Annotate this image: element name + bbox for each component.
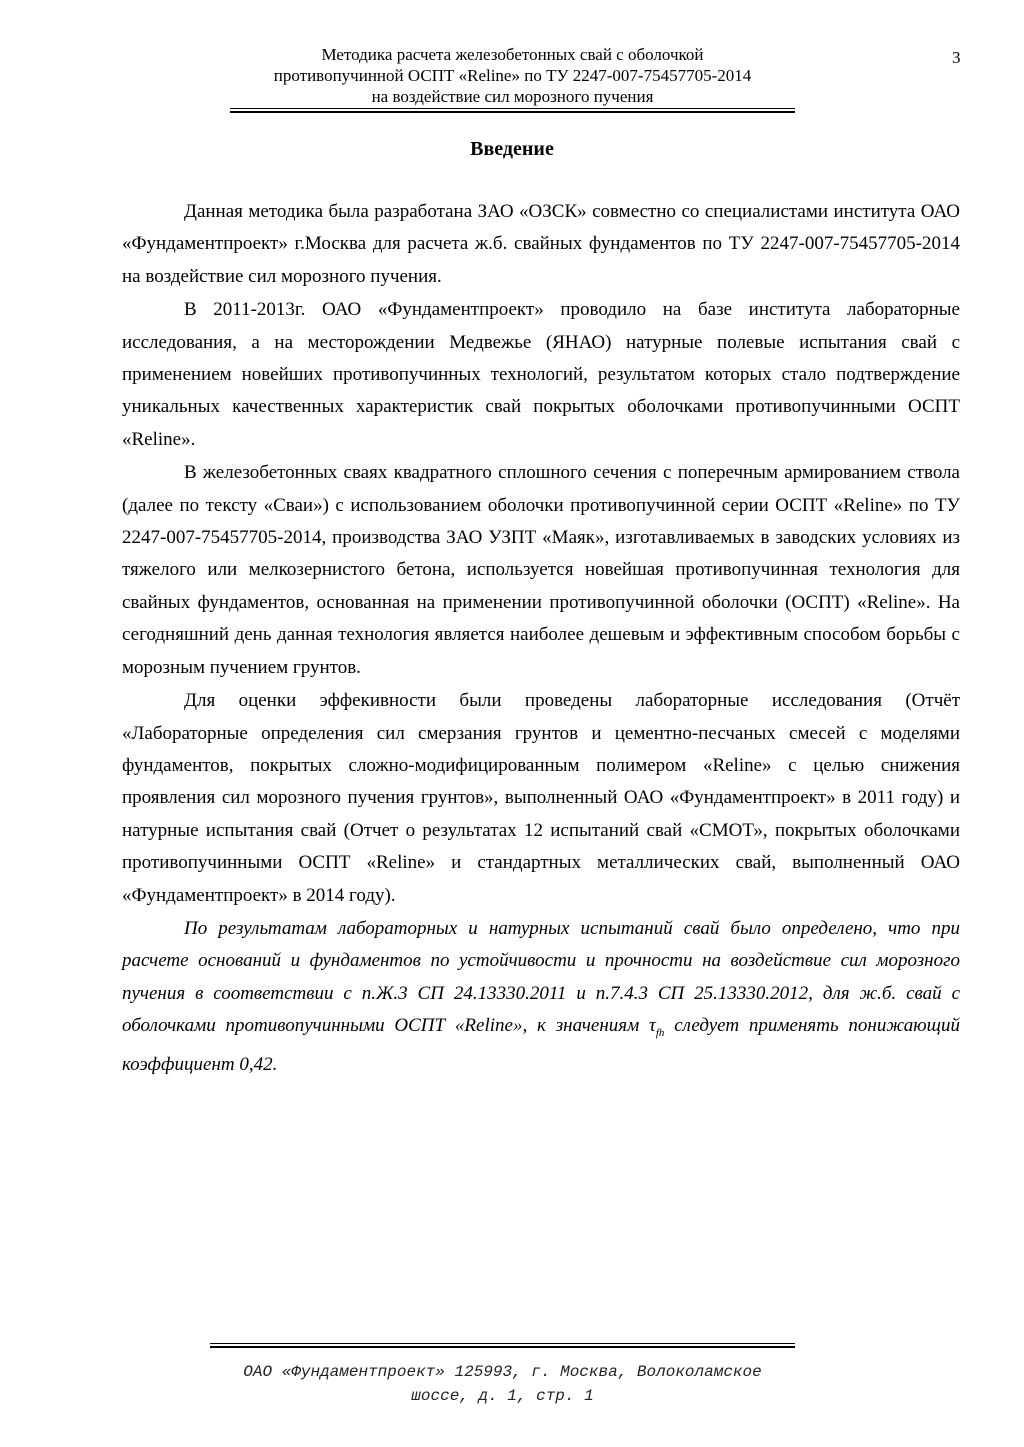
header-line-2: противопучинной ОСПТ «Reline» по ТУ 2247-007-75457705-2014 [273,66,752,85]
footer-divider [210,1343,795,1348]
tau-symbol [649,1015,665,1039]
section-title: Введение [470,138,554,160]
footer-line-2: шоссе, д. 1, стр. 1 [411,1387,594,1405]
header-divider [230,108,795,113]
paragraph: Для оценки эффекивности были проведены лабораторные исследования (Отчёт «Лабораторные определения сил смерзания грунтов и цементно-песчаных смесей с моделями фундаментов, покрытых сложно-модифицированным полимером «Reline» с целью снижения проявления сил морозного пучения грунтов», выполненный ОАО «Фундаментпроект» в 2011 году) и натурные испытания свай (Отчет о результатах 12 испытаний свай «СМОТ», покрытых оболочками противопучинными ОСПТ «Reline» и стандартных металлических свай, выполненный ОАО «Фундаментпроект» в 2014 году). [122,690,960,906]
page-number: 3 [952,48,961,67]
paragraph: В 2011-2013г. ОАО «Фундаментпроект» проводило на базе института лабораторные исследования, а на месторождении Медвежье (ЯНАО) натурные полевые испытания свай с применением новейших противопучинных технологий, результатом которых стало подтверждение уникальных качественных характеристик свай покрытых оболочками противопучинными ОСПТ «Reline». [122,299,960,450]
tau-subscript: fh [655,1026,665,1039]
conclusion-text-end: следует применять понижающий коэффициент 0,42. [122,1015,960,1076]
body-text [122,196,960,1083]
conclusion-paragraph [122,913,960,1082]
footer-address [190,1360,815,1408]
footer-line-1: ОАО «Фундаментпроект» 125993, г. Москва, Волоколамское [243,1363,762,1381]
header-line-1: Методика расчета железобетонных свай с оболочкой [321,45,704,64]
header-line-3: на воздействие сил морозного пучения [371,87,654,106]
running-header [230,44,795,107]
paragraph: В железобетонных сваях квадратного сплошного сечения с поперечным армированием ствола (далее по тексту «Сваи») с использованием оболочки противопучинной серии ОСПТ «Reline» по ТУ 2247-007-75457705-2014, производства ЗАО УЗПТ «Маяк», изготавливаемых в заводских условиях из тяжелого или мелкозернистого бетона, используется новейшая противопучинная технология для свайных фундаментов, основанная на применении противопучинной оболочки (ОСПТ) «Reline». На сегодняшний день данная технология является наиболее дешевым и эффективным способом борьбы с морозным пучением грунтов. [122,462,960,678]
paragraph: Данная методика была разработана ЗАО «ОЗСК» совместно со специалистами института ОАО «Фундаментпроект» г.Москва для расчета ж.б. свайных фундаментов по ТУ 2247-007-75457705-2014 на воздействие сил морозного пучения. [122,201,960,287]
conclusion-text-start: По результатам лабораторных и натурных испытаний свай было определено, что при расчете оснований и фундаментов по устойчивости и прочности на воздействие сил морозного пучения в соответствии с п.Ж.3 СП 24.13330.2011 и п.7.4.3 СП 25.13330.2012, для ж.б. свай с оболочками противопучинными ОСПТ «Reline», к значениям [122,917,960,1037]
tau-letter: τ [649,1015,656,1037]
